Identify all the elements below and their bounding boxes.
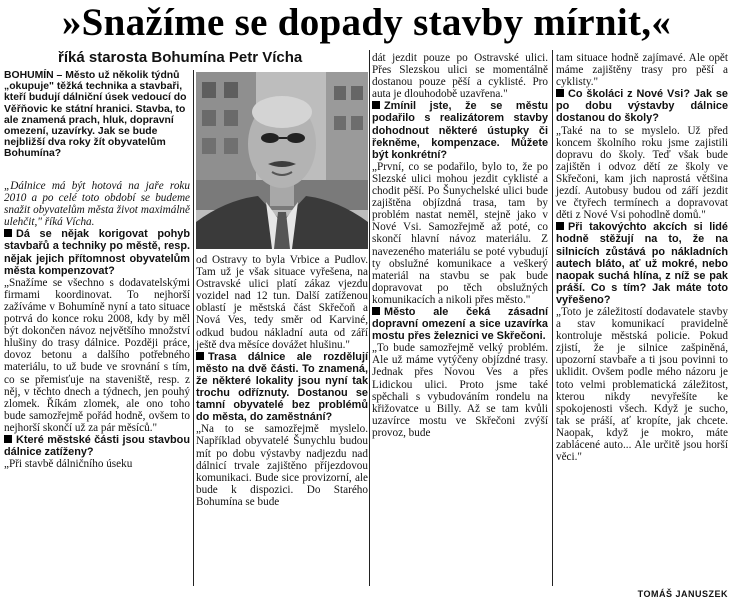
answer-paragraph: dát jezdit pouze po Ostravské ulici. Přes Slezskou ulici se momentálně dostanou pouze pěší a cyklisté. Pro auta je dlouhodobě uzavřena." [372,52,548,101]
interview-question [4,434,190,458]
answer-paragraph: „První, co se podařilo, bylo to, že po Slezské ulici mohou jezdit cyklisté a chodit pěší. Po Šunychelské ulici bude zajištěna objízdná trasa, tam by problém nastat neměl, stejně jako v Nové Vsi. Samozřejmě až poté, co skončí hlavní návoz materiálu. Z navezeného materiálu se poté vybudují ty obslužné komunikace a veškerý materiál na stavbu se pak bude dopravovat po těch obslužných komunikacích a nikoli přes město." [372,160,548,306]
interview-question [4,228,190,276]
bullet-square-icon [372,307,380,315]
interview-question [196,351,368,424]
bullet-square-icon [372,101,380,109]
interview-question [556,88,728,124]
lead-paragraph [4,70,192,160]
question-text: Město ale čeká zásadní dopravní omezení a sice uzavírka mostu přes železnici ve Skřečoni. [372,305,548,343]
bullet-square-icon [196,352,204,360]
portrait-photo [196,72,368,249]
answer-paragraph: „To bude samozřejmě velký problém. Ale už máme vytýčeny objízdné trasy. Jednak přes Novou Ves a přes Lidickou ulici. Proto jsme také spěchali s vybudováním rondelu na křižovatce u Billy. Až se tam kvůli uzavírce mostu ve Skřečoni zvýší provoz, bude [372,342,548,439]
column-1 [4,180,190,470]
interview-question [372,100,548,160]
column-divider [369,50,370,586]
bullet-square-icon [4,435,12,443]
answer-paragraph: „Při stavbě dálničního úseku [4,458,133,471]
answer-paragraph: „Na to se samozřejmě myslelo. Například obyvatelé Šunychlu budou mít po dobu výstavby nadjezdu nad dálnicí trvale zajištěno příjezdovou komunikaci. Bude sice provizorní, ale bude k dispozici. Do Starého Bohumína se bude [196,423,368,508]
answer-paragraph: „Také na to se myslelo. Už před koncem školního roku jsme zajistili dopravu do školy. Teď však bude zajištěn i odvoz dětí ze školy ve Skřečoni, kam jich naprostá většina jezdí. Autobusy budou od září jezdit ve čtyřech termínech a dopravovat děti z Nové Vsi pohodlně domů." [556,124,728,222]
answer-paragraph: od Ostravy to byla Vrbice a Pudlov. Tam už je však situace vyřešena, na Ostravské ulici platí zákaz vjezdu vozidel nad 12 tun. Další zatíženou oblastí je městská část Skřečoň a Nová Ves, tedy směr od Karviné, odkud budou nákladní auta od září ještě dva měsíce dovážet hlušinu." [196,254,368,351]
lead-place: BOHUMÍN [4,70,54,81]
intro-quote: „Dálnice má být hotová na jaře roku 2010 a po celé toto období se budeme snažit obyvatelům města život maximálně ulehčit," říká Vícha. [4,180,190,229]
answer-paragraph: tam situace hodně zajímavé. Ale opět máme zajištěny trasy pro pěší a cyklisty." [556,52,728,89]
bullet-square-icon [556,89,564,97]
column-3 [372,52,548,439]
bullet-square-icon [556,222,564,230]
column-4 [556,52,728,463]
lead-text: – Město už několik týdnů „okupuje" těžká technika a stavbaři, kteří budují dálniční úsek vedoucí do Věřňovic ke státní hranici. Stavba, to ale znamená prach, hluk, dopravní omezení, uzavírky. Jak se bude nejbližší dva roky žít obyvatelům Bohumína? [4,70,187,160]
column-divider [552,50,553,586]
question-text: Co školáci z Nové Vsi? Jak se po dobu výstavby dálnice dostanou do školy? [556,88,728,125]
question-text: Při takovýchto akcích si lidé hodně stěžují na to, že na silnicích zůstává po nákladních autech bláto, ať už mokré, nebo naopak suchá hlína, z níž se pak práší. Co s tím? Jak máte toto vyřešeno? [556,221,728,306]
bullet-square-icon [4,229,12,237]
interview-question [372,306,548,342]
question-text: Které městské části jsou stavbou dálnice zatíženy? [4,433,190,459]
question-text: Zmínil jste, že se městu podařilo s realizátorem stavby dohodnout některé ústupky či řekněme, kompenzace. Můžete být konkrétní? [372,100,548,161]
answer-paragraph: „Toto je záležitostí dodavatele stavby a stav komunikací pravidelně kontroluje městská policie. Pokud zjistí, že je silnice zašpiněná, upozorní stavbaře a ti jsou povinni to uklidit. Ovšem podle mého názoru je toto velmi problematická záležitost, kterou nikdy nevyřešíte ke spokojenosti všech. Když je sucho, tak se práší, ať kropíte, jak chcete. Naopak, když je mokro, máte zablácené auto... Ale určitě jsou horší věci." [556,305,728,464]
question-text: Trasa dálnice ale rozdělují město na dvě části. To znamená, že některé lokality jsou nyní tak trochu odříznuty. Dostanou se tamní obyvatelé bez problémů do města, do zaměstnání? [196,350,368,424]
portrait-image [196,72,368,249]
headline: »Snažíme se dopady stavby mírnit,« [61,1,672,44]
column-2 [196,254,368,508]
interview-question [556,221,728,306]
answer-paragraph: „Snažíme se všechno s dodavatelskými firmami koordinovat. To nejhorší zažíváme v Bohumíně nyní a tato situace potrvá do konce roku 2008, kdy by měl být dokončen návoz největšího množství hlušiny do trasy dálnice. Později práce, dovoz betonu a dalšího potřebného materiálu, to už bude ve srovnání s tím, co se přemisťuje na staveniště, resp. z něj, v těchto dnech a týdnech, jen pouhý zlomek. Říkám zlomek, ale ono toho bude samozřejmě pořád hodně, ovšem to nejhorší skončí už za pár měsíců." [4,276,190,434]
subheadline: říká starosta Bohumína Petr Vícha [58,49,303,66]
column-divider [193,70,194,586]
byline: TOMÁŠ JANUSZEK [637,589,728,599]
question-text: Dá se nějak korigovat pohyb stavbařů a techniky po městě, resp. nějak jejich přítomnost obyvatelům města kompenzovat? [4,228,190,277]
